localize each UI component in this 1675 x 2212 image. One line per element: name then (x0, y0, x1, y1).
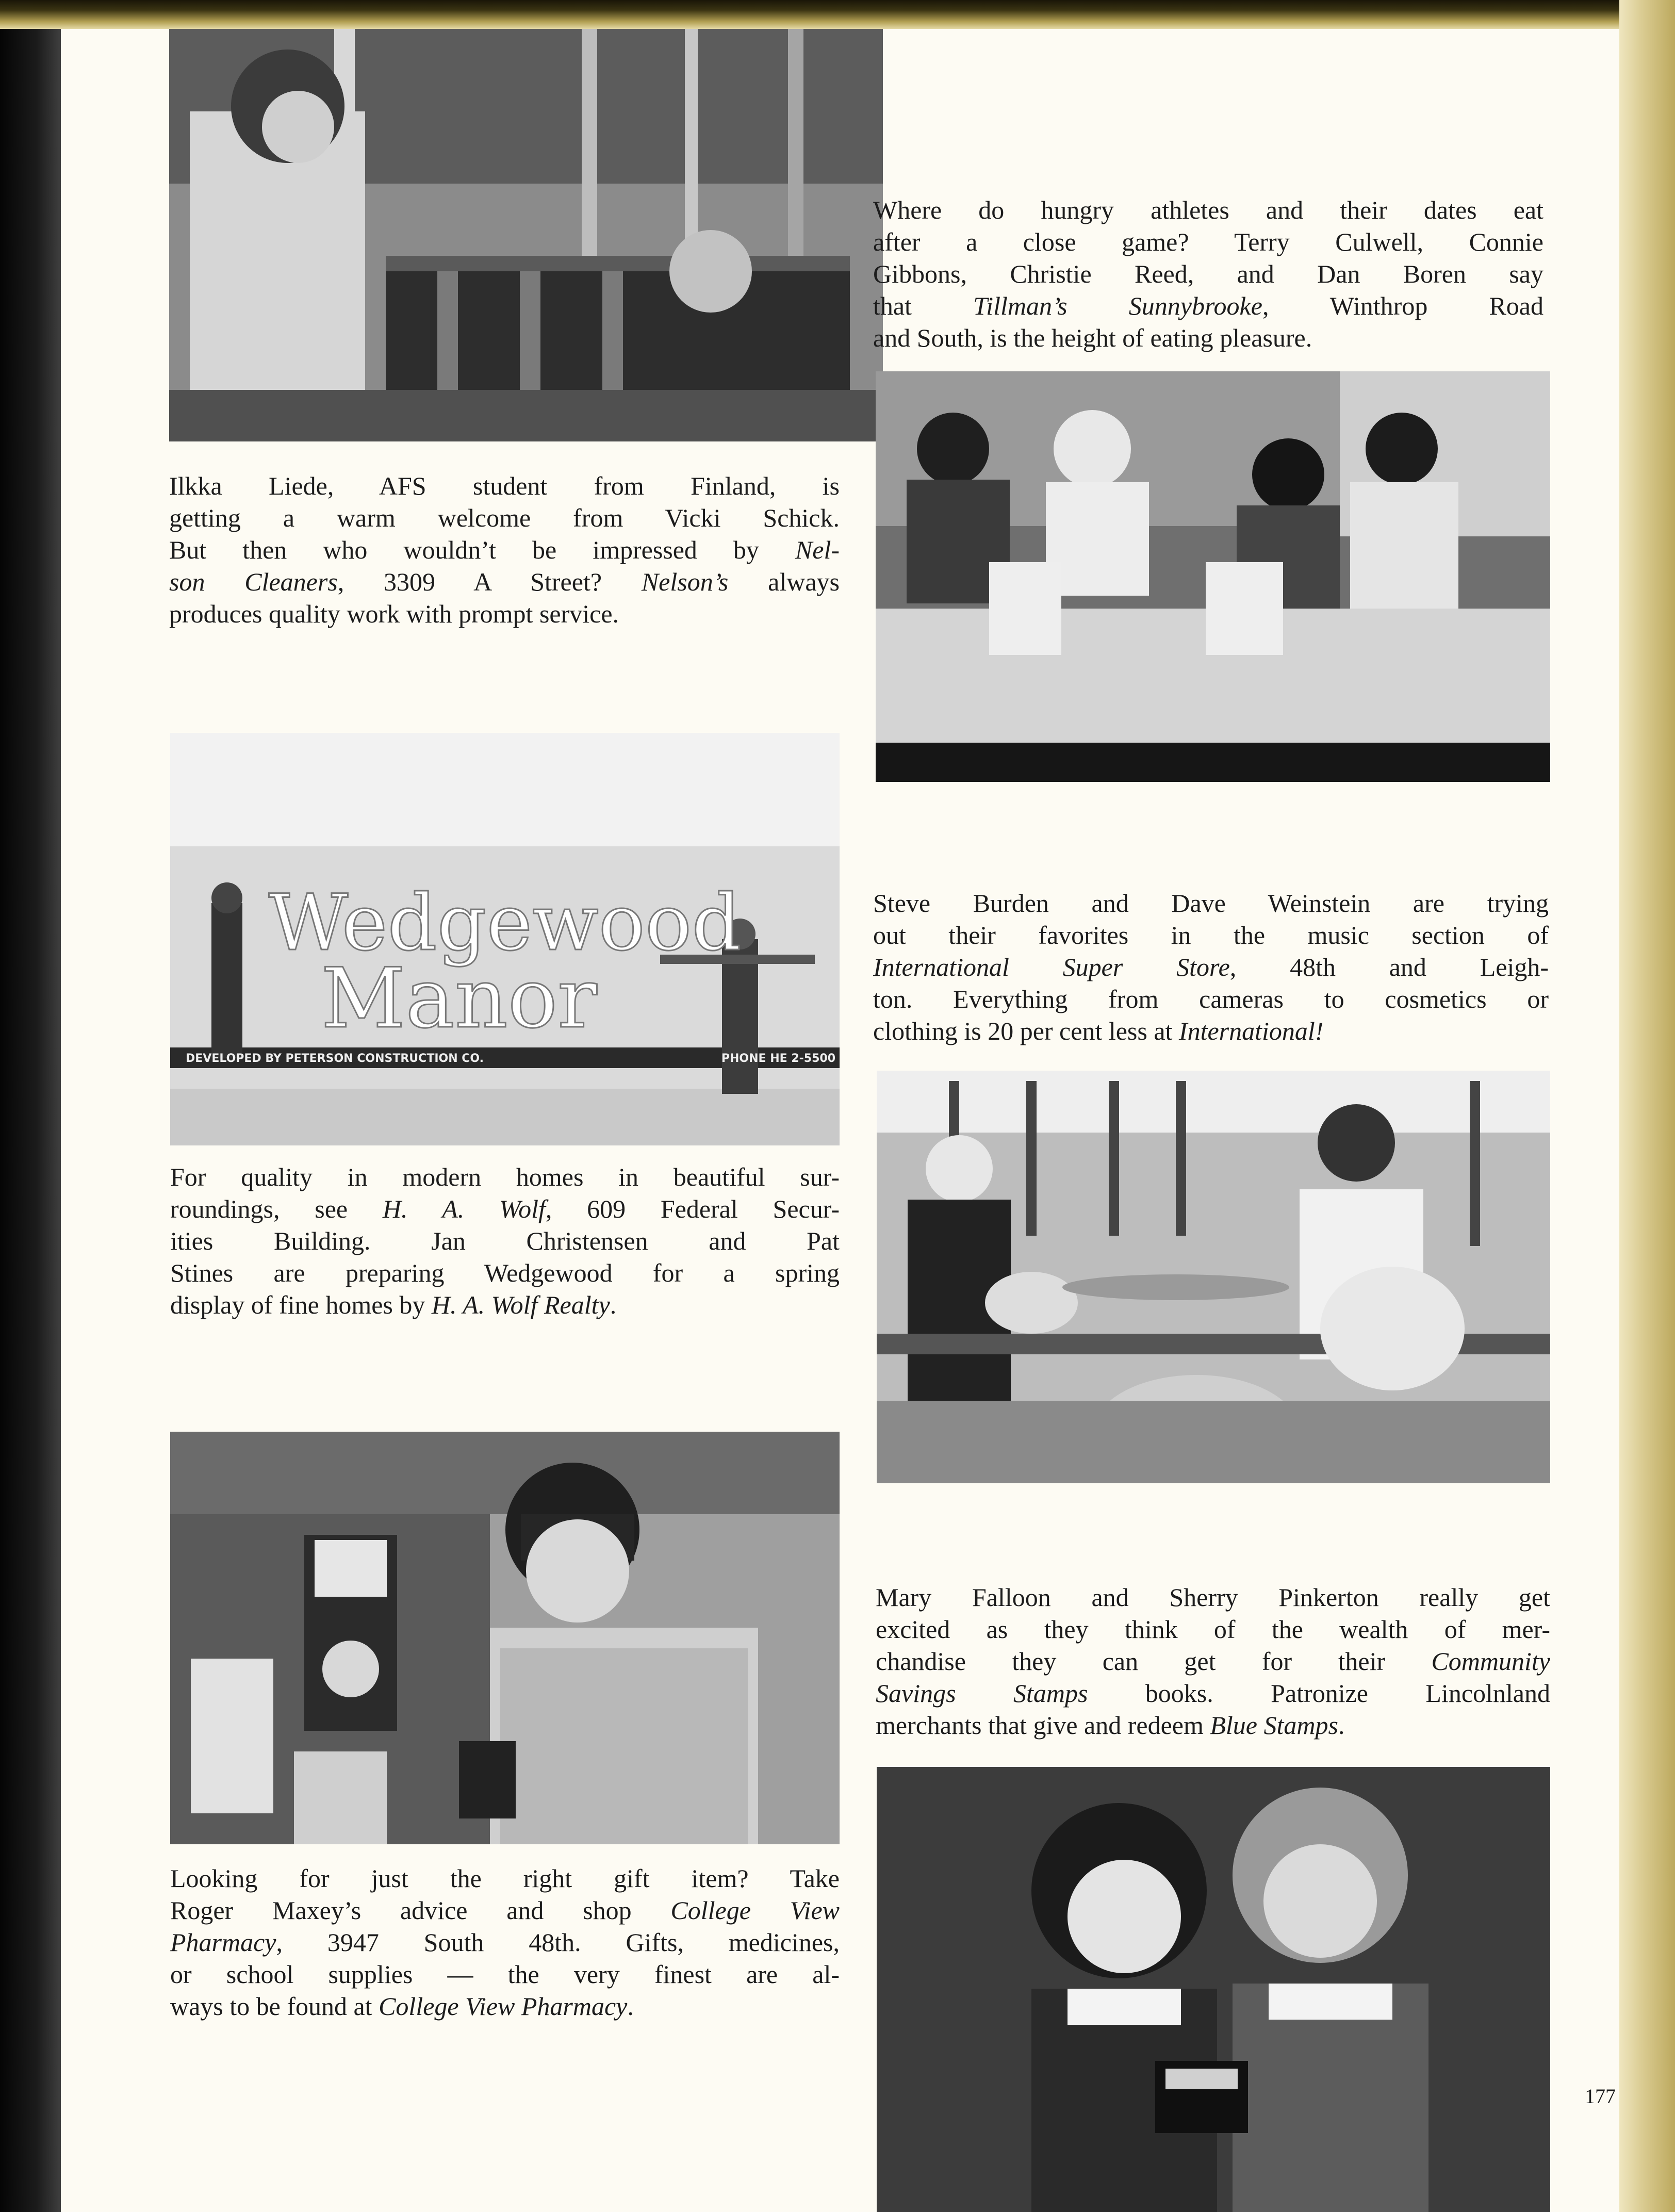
caption-line: But then who wouldn’t be impressed by Nel- (169, 535, 840, 564)
caption-line: ton. Everything from cameras to cosmetics or (873, 985, 1549, 1013)
caption-line: that Tillman’s Sunnybrooke, Winthrop Road (873, 291, 1543, 320)
caption-line: Mary Falloon and Sherry Pinkerton really get (876, 1583, 1550, 1612)
caption-line: Gibbons, Christie Reed, and Dan Boren say (873, 259, 1543, 288)
caption-line: son Cleaners, 3309 A Street? Nelson’s always (169, 567, 840, 596)
caption-line: ways to be found at College View Pharmacy. (170, 1992, 634, 2021)
caption-line: produces quality work with prompt service. (169, 599, 619, 628)
caption-nelson-cleaners (169, 470, 840, 630)
caption-line: Pharmacy, 3947 South 48th. Gifts, medicines, (170, 1928, 840, 1957)
caption-line: Savings Stamps books. Patronize Lincolnland (876, 1679, 1550, 1708)
caption-line: roundings, see H. A. Wolf, 609 Federal Secur- (170, 1194, 840, 1223)
caption-line: excited as they think of the wealth of mer- (876, 1615, 1550, 1644)
sign-footer: DEVELOPED BY PETERSON CONSTRUCTION CO. (186, 1052, 484, 1065)
caption-line: or school supplies — the very finest are al- (170, 1960, 840, 1989)
page-number: 177 (1585, 2085, 1616, 2108)
photo-stamps-girls (877, 1767, 1550, 2212)
sign-word-1: Wedgewood (268, 878, 742, 968)
caption-blue-stamps (876, 1581, 1550, 1741)
photo-tillmans-diners (876, 371, 1550, 782)
caption-line: Stines are preparing Wedgewood for a spring (170, 1258, 840, 1287)
caption-line: Ilkka Liede, AFS student from Finland, is (169, 471, 840, 500)
caption-line: and South, is the height of eating pleasure. (873, 323, 1312, 352)
yearbook-page (61, 29, 1619, 2212)
caption-line: ities Building. Jan Christensen and Pat (170, 1226, 840, 1255)
caption-line: Looking for just the right gift item? Take (170, 1864, 840, 1893)
caption-line: clothing is 20 per cent less at International! (873, 1017, 1324, 1045)
caption-line: merchants that give and redeem Blue Stamps. (876, 1711, 1345, 1740)
photo-college-view-pharmacy (170, 1432, 840, 1844)
caption-international (873, 887, 1549, 1047)
caption-line: Roger Maxey’s advice and shop College View (170, 1896, 840, 1925)
caption-line: For quality in modern homes in beautiful sur- (170, 1162, 840, 1191)
sign-word-2: Manor (321, 950, 597, 1046)
caption-line: chandise they can get for their Community (876, 1647, 1550, 1676)
photo-wedgewood-manor-sign (170, 733, 840, 1145)
caption-college-view-pharmacy (170, 1862, 840, 2022)
caption-wolf-realty (170, 1161, 840, 1321)
gilded-right-edge (1619, 0, 1675, 2212)
caption-tillmans (873, 194, 1543, 354)
photo-music-section (877, 1071, 1550, 1483)
caption-line: International Super Store, 48th and Leigh- (873, 953, 1549, 981)
sign-phone: PHONE HE 2-5500 (721, 1052, 835, 1065)
gilded-top-edge (0, 0, 1675, 29)
caption-line: Where do hungry athletes and their dates eat (873, 195, 1543, 224)
caption-line: getting a warm welcome from Vicki Schick. (169, 503, 840, 532)
photo-nelson-cleaners (169, 29, 883, 441)
book-binding (0, 0, 61, 2212)
caption-line: Steve Burden and Dave Weinstein are trying (873, 889, 1549, 917)
caption-line: display of fine homes by H. A. Wolf Realty. (170, 1290, 617, 1319)
caption-line: after a close game? Terry Culwell, Connie (873, 227, 1543, 256)
caption-line: out their favorites in the music section of (873, 921, 1549, 949)
